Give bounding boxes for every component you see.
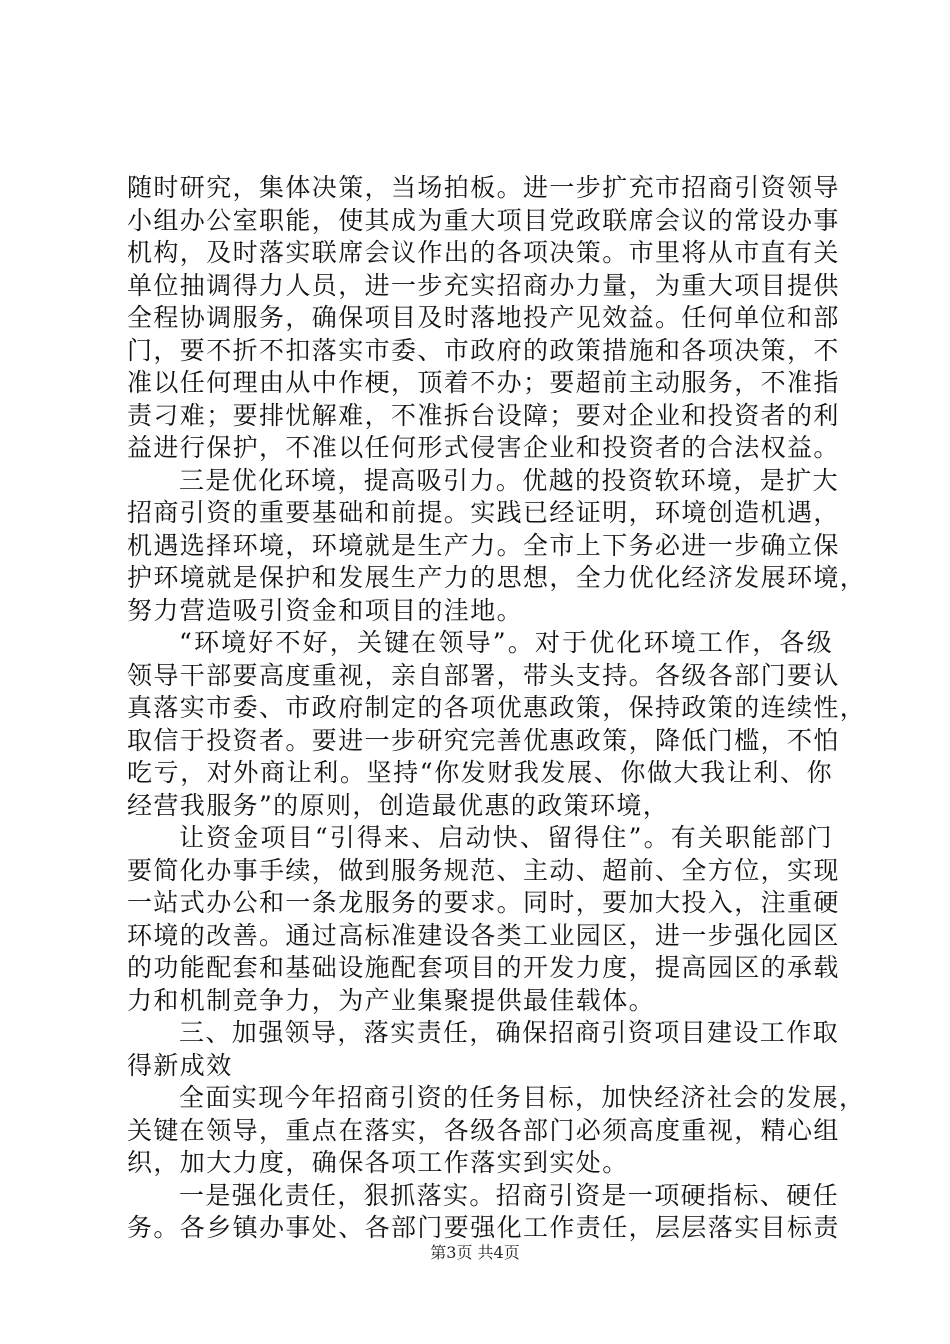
text-line: 领导干部要高度重视，亲自部署，带头支持。各级各部门要认 [127, 660, 840, 690]
text-line: 吃亏，对外商让利。坚持“你发财我发展、你做大我让利、你 [127, 758, 833, 787]
text-line: 要简化办事手续，做到服务规范、主动、超前、全方位，实现 [127, 855, 840, 885]
body-text [127, 172, 867, 1245]
text-line: 的功能配套和基础设施配套项目的开发力度，提高园区的承载 [127, 953, 840, 982]
text-line: 经营我服务”的原则，创造最优惠的政策环境， [127, 790, 670, 820]
section-heading-line: 三、加强领导，落实责任，确保招商引资项目建设工作取 [179, 1018, 840, 1047]
paragraph-start-line: 让资金项目“引得来、启动快、留得住”。有关职能部门 [179, 823, 833, 852]
text-line: 招商引资的重要基础和前提。实践已经证明，环境创造机遇， [127, 498, 840, 527]
page-footer: 第3页 共4页 [430, 1243, 520, 1262]
text-line: 护环境就是保护和发展生产力的思想，全力优化经济发展环境， [127, 563, 867, 592]
text-line: 取信于投资者。要进一步研究完善优惠政策，降低门槛，不怕 [127, 725, 840, 755]
text-line: 一站式办公和一条龙服务的要求。同时，要加大投入，注重硬 [127, 888, 840, 917]
text-line: 全程协调服务，确保项目及时落地投产见效益。任何单位和部 [127, 303, 840, 332]
text-line: 务。各乡镇办事处、各部门要强化工作责任，层层落实目标责 [127, 1213, 840, 1242]
text-line: 责刁难；要排忧解难，不准拆台设障；要对企业和投资者的利 [127, 400, 840, 430]
section-heading-line: 得新成效 [127, 1050, 233, 1080]
text-line: 准以任何理由从中作梗，顶着不办；要超前主动服务，不准指 [127, 368, 840, 397]
text-line: 关键在领导，重点在落实，各级各部门必须高度重视，精心组 [127, 1115, 840, 1145]
text-line: 环境的改善。通过高标准建设各类工业园区，进一步强化园区 [127, 920, 840, 950]
paragraph-start-line: 三是优化环境，提高吸引力。优越的投资软环境，是扩大 [179, 465, 840, 495]
text-line: 门，要不折不扣落实市委、市政府的政策措施和各项决策，不 [127, 335, 840, 365]
text-line: 单位抽调得力人员，进一步充实招商办力量，为重大项目提供 [127, 270, 840, 300]
text-line: 机构，及时落实联席会议作出的各项决策。市里将从市直有关 [127, 238, 840, 267]
text-line: 真落实市委、市政府制定的各项优惠政策，保持政策的连续性， [127, 693, 867, 722]
paragraph-start-line: 全面实现今年招商引资的任务目标，加快经济社会的发展， [179, 1083, 866, 1112]
text-line: 织，加大力度，确保各项工作落实到实处。 [127, 1148, 629, 1177]
text-line: 力和机制竞争力，为产业集聚提供最佳载体。 [127, 985, 656, 1015]
text-line: 随时研究，集体决策，当场拍板。进一步扩充市招商引资领导 [127, 173, 840, 202]
paragraph-start-line: “环境好不好，关键在领导”。对于优化环境工作，各级 [179, 628, 833, 657]
text-line: 努力营造吸引资金和项目的洼地。 [127, 595, 524, 625]
text-line: 小组办公室职能，使其成为重大项目党政联席会议的常设办事 [127, 205, 840, 235]
text-line: 机遇选择环境，环境就是生产力。全市上下务必进一步确立保 [127, 530, 840, 560]
text-line: 益进行保护，不准以任何形式侵害企业和投资者的合法权益。 [127, 433, 840, 462]
paragraph-start-line: 一是强化责任，狠抓落实。招商引资是一项硬指标、硬任 [179, 1180, 840, 1210]
